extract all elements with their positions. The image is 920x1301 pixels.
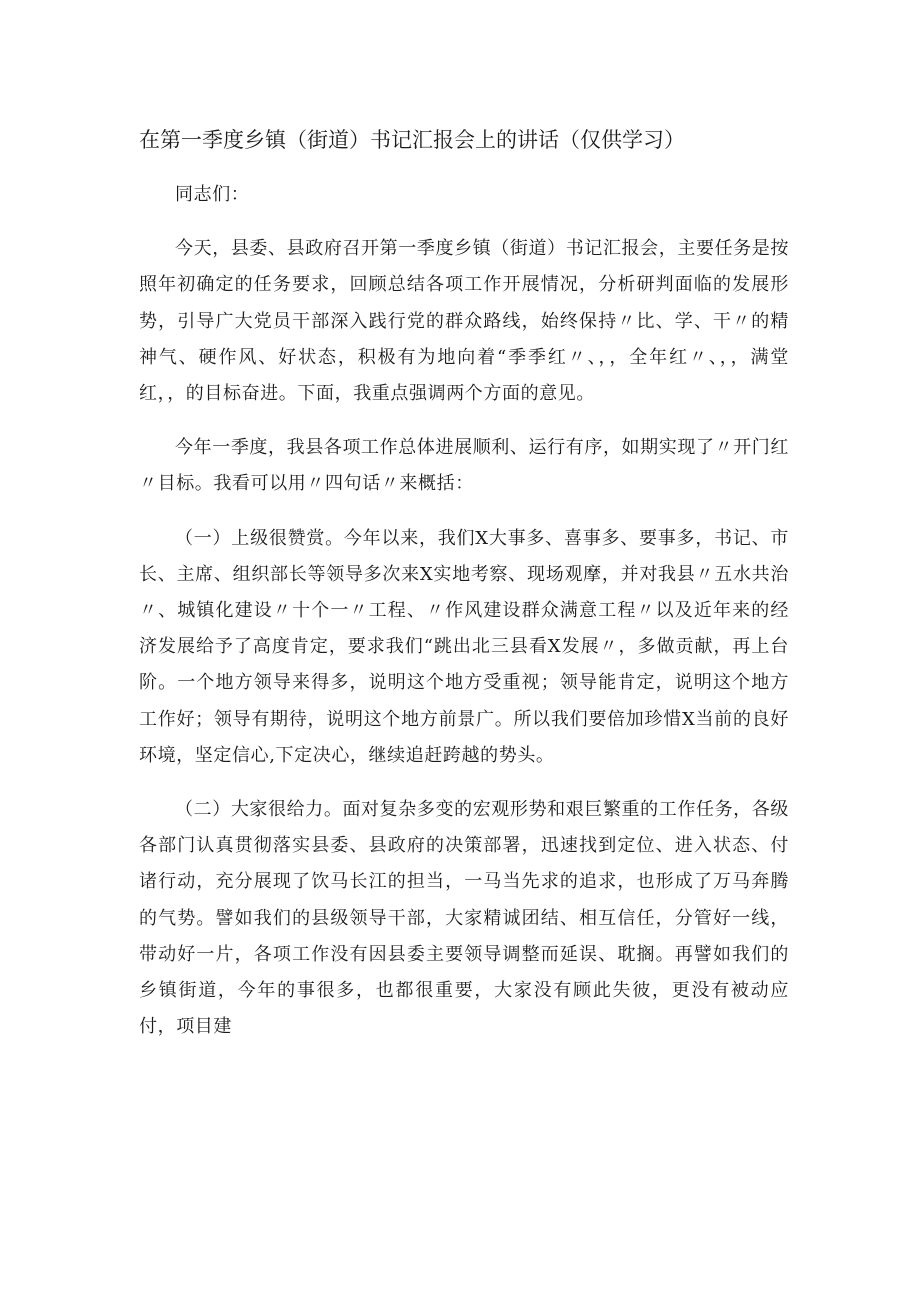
paragraph-gap [139,774,789,792]
paragraph: 今年一季度，我县各项工作总体进展顺利、运行有序，如期实现了〃开门红〃目标。我看可以用〃四句话〃来概括： [139,437,789,495]
paragraph-gap [139,213,789,231]
document-body [139,177,789,1045]
paragraph: （二）大家很给力。面对复杂多变的宏观形势和艰巨繁重的工作任务，各级各部门认真贯彻落实县委、县政府的决策部署，迅速找到定位、进入状态、付诸行动，充分展现了饮马长江的担当，一马当先求的追求，也形成了万马奔腾的气势。譬如我们的县级领导干部，大家精诚团结、相互信任，分管好一线，带动好一片，各项工作没有因县委主要领导调整而延误、耽搁。再譬如我们的乡镇街道，今年的事很多，也都很重要，大家没有顾此失彼，更没有被动应付，项目建 [139,799,789,1038]
salutation: 同志们： [175,184,250,205]
document-title: 在第一季度乡镇（街道）书记汇报会上的讲话（仅供学习） [139,128,685,152]
paragraph-gap [139,503,789,521]
paragraph-gap [139,412,789,430]
paragraph: 今天，县委、县政府召开第一季度乡镇（街道）书记汇报会，主要任务是按照年初确定的任务要求，回顾总结各项工作开展情况，分析研判面临的发展形势，引导广大党员干部深入践行党的群众路线，始终保持〃比、学、干〃的精神气、硬作风、好状态，积极有为地向着“季季红〃、，，全年红〃、，，满堂红，，的目标奋进。下面，我重点强调两个方面的意见。 [139,238,789,405]
paragraph: （一）上级很赞赏。今年以来，我们X大事多、喜事多、要事多，书记、市长、主席、组织部长等领导多次来X实地考察、现场观摩，并对我县〃五水共治〃、城镇化建设〃十个一〃工程、〃作风建设群众满意工程〃以及近年来的经济发展给予了高度肯定，要求我们“跳出北三县看X发展〃，多做贡献，再上台阶。一个地方领导来得多，说明这个地方受重视；领导能肯定，说明这个地方工作好；领导有期待，说明这个地方前景广。所以我们要倍加珍惜X当前的良好环境，坚定信心,下定决心，继续追赶跨越的势头。 [139,527,789,766]
